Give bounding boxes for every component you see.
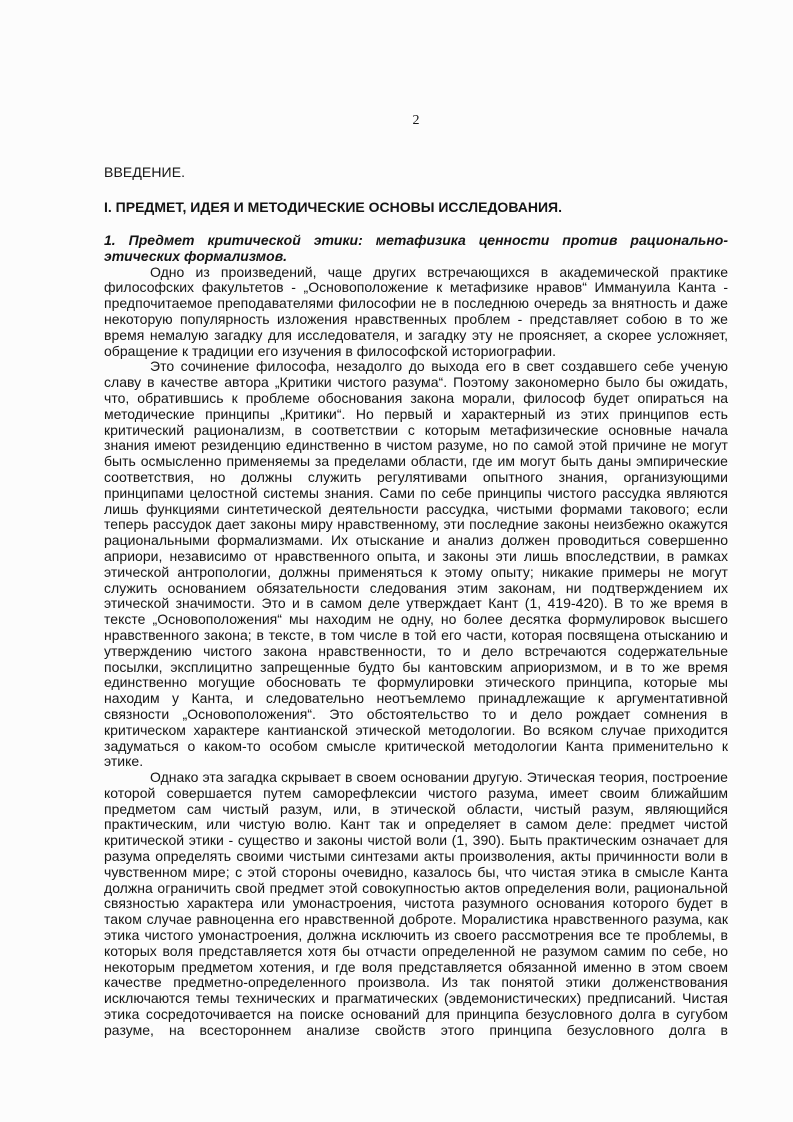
paragraph-2: Это сочинение философа, незадолго до выхода его в свет создавшего себе ученую славу в качестве автора „Критики чистого разума“. Поэтому закономерно было бы ожидать, что, обратившись к проблеме обоснования закона морали, философ будет опираться на методические принципы „Критики“. Но первый и характерный из этих принципов есть критический рационализм, в соответствии с которым метафизические основные начала знания имеют резиденцию единственно в чистом разуме, но по самой этой причине не могут быть осмысленно применяемы за пределами области, где им могут быть даны эмпирические соответствия, но должны служить регулятивами опытного знания, организующими принципами целостной системы знания. Сами по себе принципы чистого рассудка являются лишь функциями синтетической деятельности рассудка, чистыми формами такового; если теперь рассудок дает законы миру нравственному, эти последние законы неизбежно окажутся рациональными формализмами. Их отыскание и анализ должен проводиться совершенно априори, независимо от нравственного опыта, и законы эти лишь впоследствии, в рамках этической антропологии, должны применяться к этому опыту; никакие примеры не могут служить основанием обязательности следования этим законам, ни подтверждением их этической значимости. Это и в самом деле утверждает Кант (1, 419-420). В то же время в тексте „Основоположения“ мы находим не одну, но более десятка формулировок высшего нравственного закона; в тексте, в том числе в той его части, которая посвящена отысканию и утверждению чистого закона нравственности, то и дело встречаются содержательные посылки, эксплицитно запрещенные будто бы кантовским априоризмом, и в то же время единственно могущие обосновать те формулировки этического принципа, которые мы находим у Канта, и следовательно неотъемлемо принадлежащие к аргументативной связности „Основоположения“. Это обстоятельство то и дело рождает сомнения в критическом характере кантианской этической методологии. Во всяком случае приходится задуматься о каком-то особом смысле критической методологии Канта применительно к этике. [104,358,728,770]
page-number: 2 [412,113,420,128]
intro-heading: ВВЕДЕНИЕ. [104,164,186,180]
page-content [104,112,728,1039]
paragraph-3: Однако эта загадка скрывает в своем основании другую. Этическая теория, построение которой совершается путем саморефлексии чистого разума, имеет своим ближайшим предметом сам чистый разум, или, в этической области, чистый разум, являющийся практическим, или чистую волю. Кант так и определяет в самом деле: предмет чистой критической этики - существо и законы чистой воли (1, 390). Быть практическим означает для разума определять своими чистыми синтезами акты произволения, акты причинности воли в чувственном мире; с этой стороны очевидно, казалось бы, что чистая этика в смысле Канта должна ограничить свой предмет этой совокупностью актов определения воли, рациональной связностью характера или умонастроения, чистота разумного основания которого будет в таком случае равноценна его нравственной доброте. Моралистика нравственного разума, как этика чистого умонастроения, должна исключить из своего рассмотрения все те проблемы, в которых воля представляется хотя бы отчасти определенной не разумом самим по себе, но некоторым предметом хотения, и где воля представляется обязанной именно в этом своем качестве предметно-определенного произвола. Из так понятой этики долженствования исключаются темы технических и прагматических (эвдемонистических) предписаний. Чистая этика сосредоточивается на поиске оснований для принципа безусловного долга в сугубом разуме, на всестороннем анализе свойств этого принципа безусловного долга в [104,769,728,1038]
paragraph-1: Одно из произведений, чаще других встречающихся в академической практике философских факультетов - „Основоположение к метафизике нравов“ Иммануила Канта - предпочитаемое преподавателями философии не в последнюю очередь за внятность и даже некоторую популярность изложения нравственных проблем - представляет собою в то же время немалую загадку для исследователя, и загадку эту не проясняет, а скорее усложняет, обращение к традиции его изучения в философской историографии. [104,263,728,359]
section-heading: 1. Предмет критической этики: метафизика ценности против рационально-этических формализмов. [104,232,728,264]
body-text [104,265,728,1039]
chapter-heading: I. ПРЕДМЕТ, ИДЕЯ И МЕТОДИЧЕСКИЕ ОСНОВЫ ИССЛЕДОВАНИЯ. [104,199,562,215]
